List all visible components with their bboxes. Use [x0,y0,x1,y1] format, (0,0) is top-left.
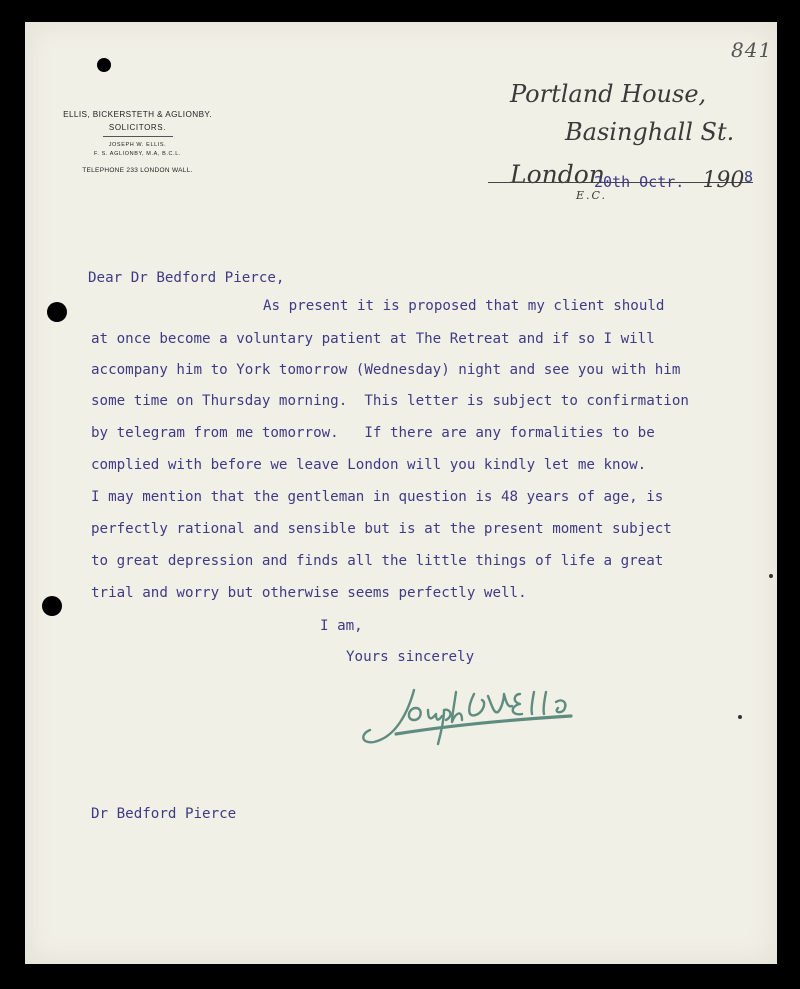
body-line: to great depression and finds all the little things of life a great [91,553,664,569]
paper-speck [769,574,773,578]
body-line: at once become a voluntary patient at The Retreat and if so I will [91,331,655,347]
closing-line: I am, [320,618,363,634]
archive-reference-number: 841 [731,38,773,62]
firm-name: ELLIS, BICKERSTETH & AGLIONBY. [63,110,212,119]
punch-hole-bottom [42,596,62,616]
body-line: As present it is proposed that my client should [263,298,665,314]
letter-year-digit: 8 [744,168,754,186]
punch-hole-middle [47,302,67,322]
handwritten-signature [356,682,586,752]
closing-sincerely: Yours sincerely [346,649,475,665]
telephone-line: TELEPHONE 233 LONDON WALL. [82,167,193,174]
letter-date: 20th Octr. 190 [594,168,745,193]
address-line-street: Basinghall St. [565,118,735,146]
letterhead [45,110,230,174]
body-line: I may mention that the gentleman in question is 48 years of age, is [91,489,664,505]
body-line: perfectly rational and sensible but is at the present moment subject [91,521,672,537]
body-line: by telegram from me tomorrow. If there are any formalities to be [91,425,655,441]
postal-district: E.C. [576,189,608,202]
salutation: Dear Dr Bedford Pierce, [88,270,285,286]
addressee: Dr Bedford Pierce [91,806,237,822]
body-line: trial and worry but otherwise seems perfectly well. [91,585,527,601]
punch-hole-top [97,58,111,72]
partner-name: JOSEPH W. ELLIS. [108,142,167,148]
partner-name: F. S. AGLIONBY, M.A, B.C.L. [93,151,181,157]
body-line: accompany him to York tomorrow (Wednesday) night and see you with him [91,362,681,378]
paper-speck [738,715,742,719]
body-line: some time on Thursday morning. This letter is subject to confirmation [91,393,689,409]
address-line-city: London [510,160,605,189]
body-line: complied with before we leave London will you kindly let me know. [91,457,647,473]
address-line-building: Portland House, [510,80,707,108]
firm-role: SOLICITORS. [108,123,167,132]
letterhead-rule [103,136,173,137]
